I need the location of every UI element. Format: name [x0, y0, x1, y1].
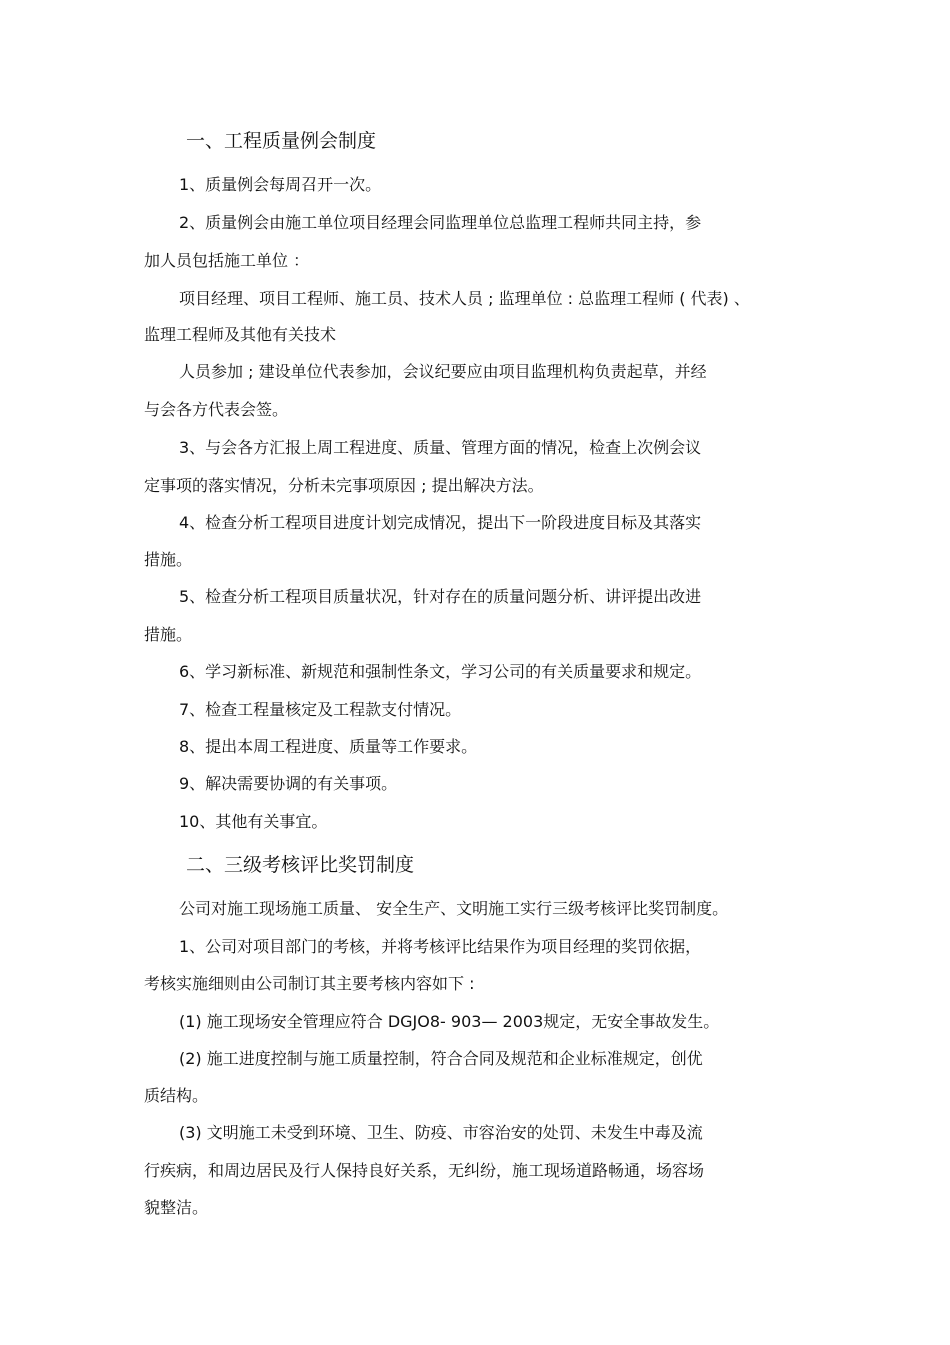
- paragraph-line: 加人员包括施工单位 ：: [144, 251, 310, 270]
- paragraph-line: 项目经理、项目工程师、施工员、技术人员 ; 监理单位 : 总监理工程师 ( 代表) 、: [179, 289, 750, 308]
- paragraph-line: (1) 施工现场安全管理应符合 DGJO8- 903— 2003规定，无安全事故发生。: [179, 1012, 720, 1031]
- paragraph-line: 4、检查分析工程项目进度计划完成情况，提出下一阶段进度目标及其落实: [179, 513, 702, 532]
- paragraph-line: 监理工程师及其他有关技术: [144, 325, 337, 344]
- paragraph-line: 貌整洁。: [144, 1198, 209, 1217]
- paragraph-line: 措施。: [144, 625, 193, 644]
- paragraph-line: 7、检查工程量核定及工程款支付情况。: [179, 700, 462, 719]
- paragraph-line: 10、其他有关事宜。: [179, 812, 328, 831]
- paragraph-line: 2、质量例会由施工单位项目经理会同监理单位总监理工程师共同主持，参: [179, 213, 702, 232]
- paragraph-line: 公司对施工现场施工质量、 安全生产、文明施工实行三级考核评比奖罚制度。: [179, 899, 729, 918]
- paragraph-line: 5、检查分析工程项目质量状况，针对存在的质量问题分析、讲评提出改进: [179, 587, 702, 606]
- paragraph-line: 6、学习新标准、新规范和强制性条文，学习公司的有关质量要求和规定。: [179, 662, 702, 681]
- paragraph-line: 1、质量例会每周召开一次。: [179, 175, 382, 194]
- paragraph-line: 行疾病，和周边居民及行人保持良好关系，无纠纷，施工现场道路畅通，场容场: [144, 1161, 705, 1180]
- paragraph-line: 质结构。: [144, 1086, 209, 1105]
- section-1-heading: 一、工程质量例会制度: [186, 130, 377, 152]
- paragraph-line: 定事项的落实情况，分析未完事项原因 ; 提出解决方法。: [144, 476, 544, 495]
- paragraph-line: (2) 施工进度控制与施工质量控制，符合合同及规范和企业标准规定，创优: [179, 1049, 703, 1068]
- paragraph-line: 8、提出本周工程进度、质量等工作要求。: [179, 737, 478, 756]
- paragraph-line: 与会各方代表会签。: [144, 400, 289, 419]
- paragraph-line: 考核实施细则由公司制订其主要考核内容如下 :: [144, 974, 475, 993]
- paragraph-line: (3) 文明施工未受到环境、卫生、防疫、市容治安的处罚、未发生中毒及流: [179, 1123, 703, 1142]
- paragraph-line: 措施。: [144, 550, 193, 569]
- section-2-heading: 二、三级考核评比奖罚制度: [186, 854, 415, 876]
- paragraph-line: 3、与会各方汇报上周工程进度、质量、管理方面的情况，检查上次例会议: [179, 438, 702, 457]
- paragraph-line: 1、公司对项目部门的考核，并将考核评比结果作为项目经理的奖罚依据，: [179, 937, 702, 956]
- paragraph-line: 9、解决需要协调的有关事项。: [179, 774, 398, 793]
- paragraph-line: 人员参加 ; 建设单位代表参加，会议纪要应由项目监理机构负责起草，并经: [179, 362, 707, 381]
